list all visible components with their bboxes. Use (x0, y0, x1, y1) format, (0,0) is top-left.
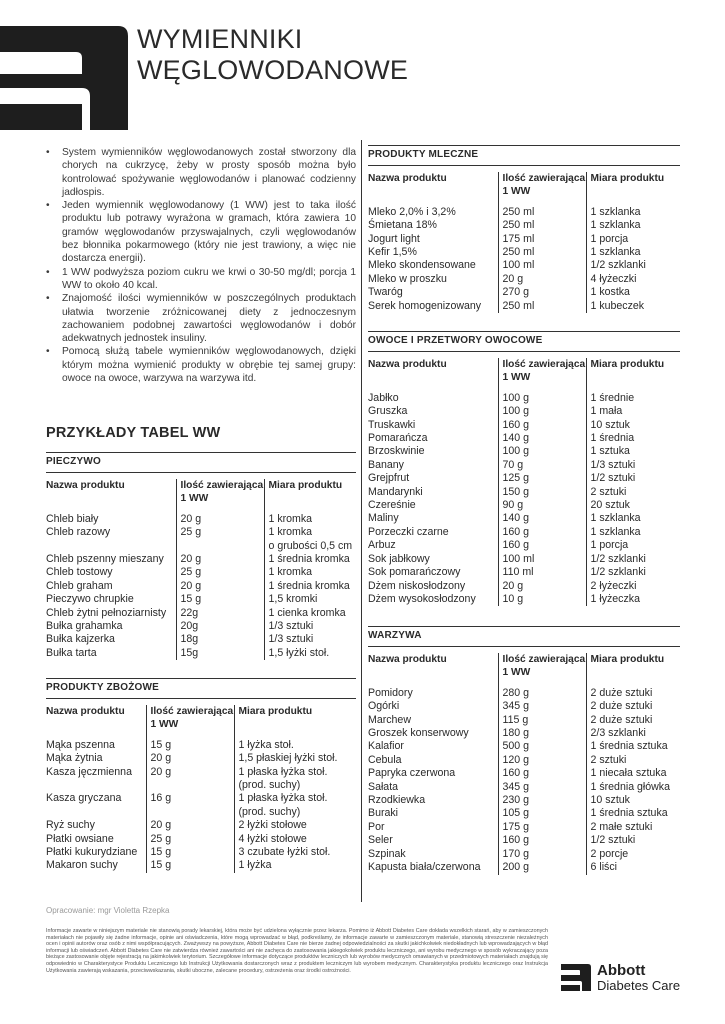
table-row (46, 593, 356, 606)
amount-cell: 15 g (146, 739, 234, 752)
amount-cell: 100 ml (498, 259, 586, 272)
amount-cell: 15g (176, 647, 264, 660)
measure-cell: 1 kromka (264, 526, 356, 539)
amount-cell: 250 ml (498, 246, 586, 259)
table-produkty-mleczne (368, 145, 680, 313)
column-header-measure: Miara produktu (234, 705, 356, 739)
page-title (137, 24, 408, 86)
amount-cell: 25 g (176, 526, 264, 539)
measure-cell: 1 średnia sztuka (586, 807, 680, 820)
amount-cell: 20 g (146, 819, 234, 832)
column-header-measure: Miara produktu (586, 358, 680, 392)
measure-cell: 1 szklanka (586, 206, 680, 219)
measure-cell: 20 sztuk (586, 499, 680, 512)
page-title-line2: WĘGLOWODANOWE (137, 55, 409, 85)
table-row (46, 607, 356, 620)
column-header-amount: Ilość zawierająca 1 WW (498, 358, 586, 392)
amount-cell: 140 g (498, 512, 586, 525)
table-row (368, 834, 680, 847)
measure-cell: (prod. suchy) (234, 779, 356, 792)
measure-cell: 2 duże sztuki (586, 687, 680, 700)
product-name-cell: Pieczywo chrupkie (46, 593, 134, 606)
column-divider (361, 140, 362, 902)
intro-item: • Pomocą służą tabele wymienników węglowodanowych, dzięki którym można wymienić produkty w obrębie tej samej grupy: owoce na owoce, warzywa na warzywa itd. (46, 345, 356, 385)
measure-cell: 1,5 łyżki stoł. (264, 647, 356, 660)
amount-cell: 230 g (498, 794, 586, 807)
table-row (46, 513, 356, 526)
table-row (368, 740, 680, 753)
measure-cell: 1 średnia kromka (264, 553, 356, 566)
measure-cell: 1,5 płaskiej łyżki stoł. (234, 752, 356, 765)
product-name-cell: Szpinak (368, 847, 406, 860)
amount-cell: 20 g (176, 580, 264, 593)
table-heading: PIECZYWO (46, 452, 356, 473)
amount-cell: 160 g (498, 834, 586, 847)
column-header-name: Nazwa produktu (46, 706, 125, 717)
measure-cell: 2 łyżeczki (586, 580, 680, 593)
product-name-cell: Kapusta biała/czerwona (368, 861, 481, 874)
measure-cell: 2/3 szklanki (586, 727, 680, 740)
amount-cell: 20 g (176, 553, 264, 566)
amount-cell: 100 ml (498, 553, 586, 566)
intro-item: • 1 WW podwyższa poziom cukru we krwi o 30-50 mg/dl; porcja 1 WW to około 40 kcal. (46, 266, 356, 293)
abbott-logo-icon (561, 964, 591, 991)
table-row (368, 553, 680, 566)
product-name-cell: Ogórki (368, 700, 400, 713)
product-name-cell: Grejpfrut (368, 472, 410, 485)
table-owoce (368, 331, 680, 606)
product-name-cell: Mleko 2,0% i 3,2% (368, 205, 456, 218)
product-name-cell: Chleb razowy (46, 526, 111, 539)
table-header-row (368, 358, 680, 392)
measure-cell: 1,5 kromki (264, 593, 356, 606)
product-name-cell: Banany (368, 458, 404, 471)
measure-cell: 1 kromka (264, 513, 356, 526)
product-name-cell: Marchew (368, 713, 411, 726)
product-name-cell: Jabłko (368, 391, 399, 404)
product-name-cell (46, 779, 146, 792)
amount-cell: 20g (176, 620, 264, 633)
product-name-cell: Bułka kajzerka (46, 633, 115, 646)
product-name-cell: Mąka pszenna (46, 738, 115, 751)
table-row (368, 432, 680, 445)
column-header-measure: Miara produktu (586, 653, 680, 687)
table-row (46, 859, 356, 872)
table-row (368, 246, 680, 259)
amount-cell: 175 ml (498, 233, 586, 246)
amount-cell: 175 g (498, 821, 586, 834)
intro-item: • System wymienników węglowodanowych został stworzony dla chorych na cukrzycę, żeby w prosty sposób można było kontrolować spożywanie węglowodanów i planować codzienny jadłospis. (46, 146, 356, 199)
examples-heading: PRZYKŁADY TABEL WW (46, 425, 221, 441)
amount-cell: 200 g (498, 861, 586, 874)
amount-cell: 345 g (498, 781, 586, 794)
product-name-cell: Jogurt light (368, 232, 420, 245)
measure-cell: 1 szklanka (586, 219, 680, 232)
measure-cell: 1 średnia główka (586, 781, 680, 794)
table-row (46, 580, 356, 593)
table-row (368, 526, 680, 539)
table-row (368, 807, 680, 820)
measure-cell: 1 niecała sztuka (586, 767, 680, 780)
amount-cell: 270 g (498, 286, 586, 299)
product-name-cell: Twaróg (368, 286, 403, 299)
product-name-cell: Truskawki (368, 418, 416, 431)
intro-item: • Jeden wymiennik węglowodanowy (1 WW) jest to taka ilość produktu lub potrawy wyrażona w gramach, która zawiera 10 gramów węglowodanów przyswajalnych, czyli węglowodanów bez błonnika pokarmowego (który nie jest trawiony, a więc nie dostarcza energii). (46, 199, 356, 265)
amount-cell: 20 g (176, 513, 264, 526)
table-row (368, 700, 680, 713)
amount-cell: 250 ml (498, 206, 586, 219)
amount-cell: 160 g (498, 419, 586, 432)
brand-name: Abbott (597, 962, 646, 979)
measure-cell: 10 sztuk (586, 794, 680, 807)
data-table (368, 172, 680, 313)
measure-cell: 1/2 sztuki (586, 834, 680, 847)
table-row (368, 219, 680, 232)
table-row (368, 727, 680, 740)
intro-list (46, 146, 356, 385)
product-name-cell: Chleb żytni pełnoziarnisty (46, 606, 167, 619)
amount-cell: 100 g (498, 392, 586, 405)
table-header-row (46, 479, 356, 513)
table-row (368, 754, 680, 767)
measure-cell: 2 duże sztuki (586, 700, 680, 713)
product-name-cell: Buraki (368, 807, 399, 820)
product-name-cell: Kasza gryczana (46, 792, 122, 805)
amount-cell: 20 g (498, 580, 586, 593)
table-row (46, 806, 356, 819)
table-heading: PRODUKTY MLECZNE (368, 145, 680, 166)
measure-cell: 1/3 sztuki (264, 633, 356, 646)
table-row (368, 459, 680, 472)
table-produkty-zbozowe (46, 678, 356, 873)
amount-cell: 500 g (498, 740, 586, 753)
product-name-cell: Sok jabłkowy (368, 552, 430, 565)
product-name-cell (46, 806, 146, 819)
column-header-amount: Ilość zawierająca 1 WW (498, 172, 586, 206)
table-row (46, 739, 356, 752)
table-pieczywo (46, 452, 356, 660)
product-name-cell: Chleb pszenny mieszany (46, 553, 164, 566)
measure-cell: 2 małe sztuki (586, 821, 680, 834)
table-row (368, 300, 680, 313)
table-row (368, 580, 680, 593)
amount-cell: 15 g (146, 846, 234, 859)
product-name-cell: Arbuz (368, 539, 396, 552)
product-name-cell: Groszek konserwowy (368, 727, 469, 740)
data-table (46, 479, 356, 660)
table-row (368, 419, 680, 432)
table-row (368, 392, 680, 405)
column-header-measure: Miara produktu (586, 172, 680, 206)
amount-cell: 250 ml (498, 219, 586, 232)
product-name-cell: Dżem wysokosłodzony (368, 592, 476, 605)
product-name-cell: Mąka żytnia (46, 752, 103, 765)
product-name-cell: Chleb tostowy (46, 566, 113, 579)
table-row (368, 233, 680, 246)
product-name-cell: Czereśnie (368, 499, 416, 512)
column-header-amount: Ilość zawierająca 1 WW (498, 653, 586, 687)
table-row (368, 486, 680, 499)
measure-cell: 2 sztuki (586, 486, 680, 499)
column-header-name: Nazwa produktu (368, 654, 447, 665)
measure-cell: 1 płaska łyżka stoł. (234, 792, 356, 805)
table-header-row (368, 653, 680, 687)
table-row (368, 445, 680, 458)
product-name-cell: Maliny (368, 512, 399, 525)
product-name-cell: Rzodkiewka (368, 794, 426, 807)
product-name-cell: Porzeczki czarne (368, 525, 449, 538)
table-row (368, 767, 680, 780)
product-name-cell: Ryż suchy (46, 819, 95, 832)
product-name-cell: Por (368, 820, 385, 833)
product-name-cell: Serek homogenizowany (368, 299, 482, 312)
measure-cell: 1 średnia (586, 432, 680, 445)
amount-cell: 150 g (498, 486, 586, 499)
amount-cell: 105 g (498, 807, 586, 820)
amount-cell: 70 g (498, 459, 586, 472)
measure-cell: 1 kubeczek (586, 300, 680, 313)
table-heading: OWOCE I PRZETWORY OWOCOWE (368, 331, 680, 352)
amount-cell: 18g (176, 633, 264, 646)
table-row (368, 499, 680, 512)
table-row (368, 566, 680, 579)
amount-cell: 250 ml (498, 300, 586, 313)
measure-cell: o grubości 0,5 cm (264, 540, 356, 553)
credit-text: Opracowanie: mgr Violetta Rzepka (46, 906, 170, 915)
table-row (368, 848, 680, 861)
measure-cell: 1 łyżka (234, 859, 356, 872)
measure-cell: 2 duże sztuki (586, 714, 680, 727)
table-row (368, 512, 680, 525)
table-row (46, 833, 356, 846)
product-name-cell: Seler (368, 834, 393, 847)
table-row (368, 794, 680, 807)
measure-cell: 1 szklanka (586, 246, 680, 259)
amount-cell: 120 g (498, 754, 586, 767)
amount-cell: 25 g (176, 566, 264, 579)
table-header-row (368, 172, 680, 206)
measure-cell: 1 szklanka (586, 512, 680, 525)
table-heading: WARZYWA (368, 626, 680, 647)
measure-cell: 4 łyżeczki (586, 273, 680, 286)
amount-cell: 160 g (498, 539, 586, 552)
column-header-name: Nazwa produktu (368, 173, 447, 184)
amount-cell: 345 g (498, 700, 586, 713)
table-row (368, 286, 680, 299)
amount-cell: 22g (176, 607, 264, 620)
product-name-cell: Papryka czerwona (368, 767, 456, 780)
column-header-amount: Ilość zawierająca 1 WW (176, 479, 264, 513)
table-row (368, 593, 680, 606)
measure-cell: 1/2 szklanki (586, 259, 680, 272)
measure-cell: 1 średnia kromka (264, 580, 356, 593)
amount-cell: 125 g (498, 472, 586, 485)
product-name-cell: Cebula (368, 753, 402, 766)
measure-cell: 1 średnie (586, 392, 680, 405)
amount-cell: 15 g (146, 859, 234, 872)
measure-cell: 1/2 szklanki (586, 553, 680, 566)
measure-cell: 6 liści (586, 861, 680, 874)
table-row (46, 766, 356, 779)
data-table (46, 705, 356, 873)
product-name-cell (46, 540, 176, 553)
table-row (46, 792, 356, 805)
product-name-cell: Pomidory (368, 686, 413, 699)
measure-cell: 10 sztuk (586, 419, 680, 432)
product-name-cell: Śmietana 18% (368, 219, 437, 232)
product-name-cell: Mleko w proszku (368, 272, 447, 285)
table-row (368, 714, 680, 727)
table-row (46, 647, 356, 660)
column-header-name: Nazwa produktu (368, 359, 447, 370)
amount-cell: 170 g (498, 848, 586, 861)
amount-cell: 100 g (498, 405, 586, 418)
measure-cell: 1 sztuka (586, 445, 680, 458)
table-row (368, 472, 680, 485)
table-row (46, 779, 356, 792)
measure-cell: 1 cienka kromka (264, 607, 356, 620)
product-name-cell: Kalafior (368, 740, 404, 753)
product-name-cell: Sok pomarańczowy (368, 566, 461, 579)
table-row (368, 861, 680, 874)
table-heading: PRODUKTY ZBOŻOWE (46, 678, 356, 699)
measure-cell: 1/2 szklanki (586, 566, 680, 579)
measure-cell: 1/3 sztuki (586, 459, 680, 472)
table-header-row (46, 705, 356, 739)
amount-cell: 160 g (498, 767, 586, 780)
product-name-cell: Brzoskwinie (368, 445, 425, 458)
measure-cell: 1/3 sztuki (264, 620, 356, 633)
amount-cell: 280 g (498, 687, 586, 700)
measure-cell: 2 porcje (586, 848, 680, 861)
measure-cell: 1 porcja (586, 233, 680, 246)
product-name-cell: Pomarańcza (368, 432, 428, 445)
amount-cell: 20 g (146, 766, 234, 779)
table-row (46, 819, 356, 832)
amount-cell (146, 779, 234, 792)
column-header-name: Nazwa produktu (46, 480, 125, 491)
table-row (368, 687, 680, 700)
data-table (368, 653, 680, 875)
intro-item: • Znajomość ilości wymienników w poszczególnych produktach ułatwia tworzenie zróżnicowanej diety z jednoczesnym zachowaniem podobnej zawartości węglowodanów i dobór adekwatnych jednostek insuliny. (46, 292, 356, 345)
product-name-cell: Dżem niskosłodzony (368, 579, 466, 592)
product-name-cell: Chleb biały (46, 512, 99, 525)
disclaimer-text: Informacje zawarte w niniejszym materiale nie stanowią porady lekarskiej, która może być udzielona wyłącznie przez lekarza. Pomimo iż Abbott Diabetes Care dokłada wszelkich starań, aby w zamieszczonych materiałach nie pojawiły się żadne informacje, opinie ani oświadczenia, które mogą wprowadzać w błąd, podkreślamy, że informacje zawarte w zamieszczonym materiale, stanowią streszczenie niezależnych ocen i opinii autorów oraz osób z nimi współpracujących. Zważywszy na powyższe, Abbott Diabetes Care nie bierze żadnej odpowiedzialności za skutki jakichkolwiek niedokładnych lub wprowadzających w błąd informacji lub oświadczeń. Abbott Diabetes Care nie zatwierdza również zawartości ani nie zachęca do zastosowania jakiegokolwiek produktu leczniczego, ani wyrobu medycznego w sposób wykraczający poza bieżące zastosowanie objęte rejestracją na jakimkolwiek terytorium. Szczegółowe informacje dotyczące produktów leczniczych lub wyrobów medycznych omawianych w przedmiotowych materiałach znajdują się odpowiednio w Charakterystyce Produktu Leczniczego lub Instrukcji Użytkowania dostarczonych wraz z produktem leczniczym lub wyrobem medycznym. Charakterystyka produktu leczniczego oraz Instrukcja Użytkowania zawierają wskazania, przeciwwskazania, skutki uboczne, zalecane procedury, ostrzeżenia oraz środki ostrożności. (46, 928, 548, 974)
table-row (368, 405, 680, 418)
table-row (46, 846, 356, 859)
product-name-cell: Makaron suchy (46, 859, 118, 872)
measure-cell: 1 średnia sztuka (586, 740, 680, 753)
abbott-logo-mark (0, 26, 128, 130)
amount-cell: 140 g (498, 432, 586, 445)
product-name-cell: Płatki kukurydziane (46, 846, 138, 859)
table-row (368, 259, 680, 272)
table-row (46, 752, 356, 765)
measure-cell: 2 sztuki (586, 754, 680, 767)
product-name-cell: Sałata (368, 780, 399, 793)
amount-cell: 180 g (498, 727, 586, 740)
table-row (46, 633, 356, 646)
measure-cell: 2 łyżki stołowe (234, 819, 356, 832)
measure-cell: 4 łyżki stołowe (234, 833, 356, 846)
amount-cell (176, 540, 264, 553)
product-name-cell: Bułka grahamka (46, 620, 123, 633)
amount-cell: 115 g (498, 714, 586, 727)
measure-cell: 1 porcja (586, 539, 680, 552)
table-row (46, 526, 356, 539)
product-name-cell: Kefir 1,5% (368, 246, 417, 259)
table-row (368, 781, 680, 794)
amount-cell: 100 g (498, 445, 586, 458)
table-row (368, 206, 680, 219)
amount-cell: 110 ml (498, 566, 586, 579)
column-header-amount: Ilość zawierająca 1 WW (146, 705, 234, 739)
table-row (368, 273, 680, 286)
product-name-cell: Kasza jęczmienna (46, 765, 132, 778)
product-name-cell: Gruszka (368, 405, 408, 418)
measure-cell: 1 mała (586, 405, 680, 418)
table-row (368, 821, 680, 834)
amount-cell: 25 g (146, 833, 234, 846)
product-name-cell: Mleko skondensowane (368, 259, 476, 272)
measure-cell: 1 szklanka (586, 526, 680, 539)
amount-cell: 20 g (146, 752, 234, 765)
measure-cell: 1/2 sztuki (586, 472, 680, 485)
measure-cell: 1 płaska łyżka stoł. (234, 766, 356, 779)
table-row (46, 566, 356, 579)
amount-cell: 20 g (498, 273, 586, 286)
amount-cell: 16 g (146, 792, 234, 805)
amount-cell (146, 806, 234, 819)
data-table (368, 358, 680, 606)
product-name-cell: Bułka tarta (46, 646, 97, 659)
product-name-cell: Płatki owsiane (46, 832, 114, 845)
product-name-cell: Chleb graham (46, 579, 113, 592)
measure-cell: 1 łyżeczka (586, 593, 680, 606)
measure-cell: 1 kromka (264, 566, 356, 579)
amount-cell: 160 g (498, 526, 586, 539)
measure-cell: 3 czubate łyżki stoł. (234, 846, 356, 859)
brand-block (561, 962, 701, 996)
amount-cell: 10 g (498, 593, 586, 606)
table-row (46, 540, 356, 553)
table-row (46, 553, 356, 566)
amount-cell: 90 g (498, 499, 586, 512)
table-row (46, 620, 356, 633)
column-header-measure: Miara produktu (264, 479, 356, 513)
table-row (368, 539, 680, 552)
page-title-line1: WYMIENNIKI (137, 24, 303, 54)
brand-subtitle: Diabetes Care (597, 978, 681, 993)
table-warzywa (368, 626, 680, 875)
measure-cell: (prod. suchy) (234, 806, 356, 819)
measure-cell: 1 kostka (586, 286, 680, 299)
measure-cell: 1 łyżka stoł. (234, 739, 356, 752)
product-name-cell: Mandarynki (368, 485, 423, 498)
amount-cell: 15 g (176, 593, 264, 606)
